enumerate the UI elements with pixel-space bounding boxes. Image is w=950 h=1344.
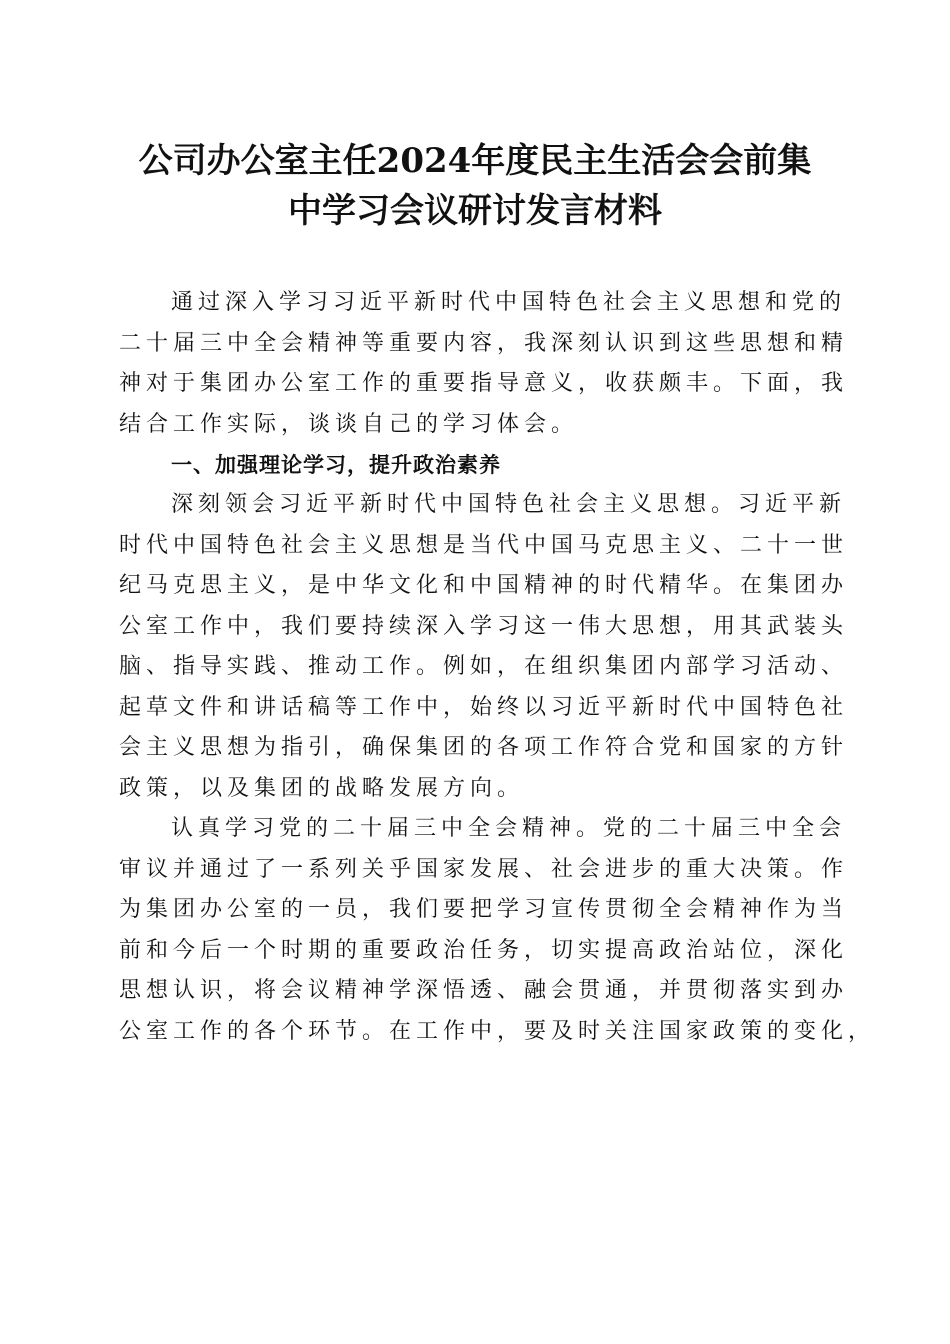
paragraph-line: 公室工作中，我们要持续深入学习这一伟大思想，用其武装头 bbox=[119, 613, 849, 639]
paragraph-line: 为集团办公室的一员，我们要把学习宣传贯彻全会精神作为当 bbox=[119, 897, 849, 922]
paragraph-line: 公室工作的各个环节。在工作中，要及时关注国家政策的变化， bbox=[119, 1018, 876, 1044]
paragraph-line: 时代中国特色社会主义思想是当代中国马克思主义、二十一世 bbox=[119, 532, 849, 558]
paragraph-line: 思想认识，将会议精神学深悟透、融会贯通，并贯彻落实到办 bbox=[119, 978, 849, 1003]
paragraph-line: 结合工作实际，谈谈自己的学习体会。 bbox=[119, 411, 579, 437]
paragraph-line: 审议并通过了一系列关乎国家发展、社会进步的重大决策。作 bbox=[119, 856, 849, 882]
document-title bbox=[115, 136, 835, 236]
title-line: 中学习会议研讨发言材料 bbox=[288, 191, 662, 231]
section-heading: 一、加强理论学习，提升政治素养 bbox=[171, 453, 501, 477]
intro-paragraph bbox=[119, 283, 849, 445]
paragraph-line: 通过深入学习习近平新时代中国特色社会主义思想和党的 bbox=[171, 290, 847, 315]
paragraph-line: 脑、指导实践、推动工作。例如，在组织集团内部学习活动、 bbox=[119, 654, 849, 679]
paragraph-line: 会主义思想为指引，确保集团的各项工作符合党和国家的方针 bbox=[119, 735, 849, 760]
document-body bbox=[119, 283, 876, 1052]
paragraph-line: 前和今后一个时期的重要政治任务，切实提高政治站位，深化 bbox=[119, 937, 849, 963]
paragraph-line: 深刻领会习近平新时代中国特色社会主义思想。习近平新 bbox=[171, 492, 847, 517]
paragraph-line: 政策，以及集团的战略发展方向。 bbox=[119, 775, 525, 801]
paragraph-line: 起草文件和讲话稿等工作中，始终以习近平新时代中国特色社 bbox=[119, 694, 849, 720]
paragraph-line: 认真学习党的二十届三中全会精神。党的二十届三中全会 bbox=[171, 816, 847, 841]
body-paragraph bbox=[119, 485, 849, 809]
paragraph-line: 神对于集团办公室工作的重要指导意义，收获颇丰。下面，我 bbox=[119, 371, 849, 396]
paragraph-line: 二十届三中全会精神等重要内容，我深刻认识到这些思想和精 bbox=[119, 330, 849, 356]
paragraph-line: 纪马克思主义，是中华文化和中国精神的时代精华。在集团办 bbox=[119, 573, 849, 598]
title-line: 公司办公室主任2024年度民主生活会会前集 bbox=[138, 141, 812, 181]
body-paragraph bbox=[119, 809, 876, 1052]
